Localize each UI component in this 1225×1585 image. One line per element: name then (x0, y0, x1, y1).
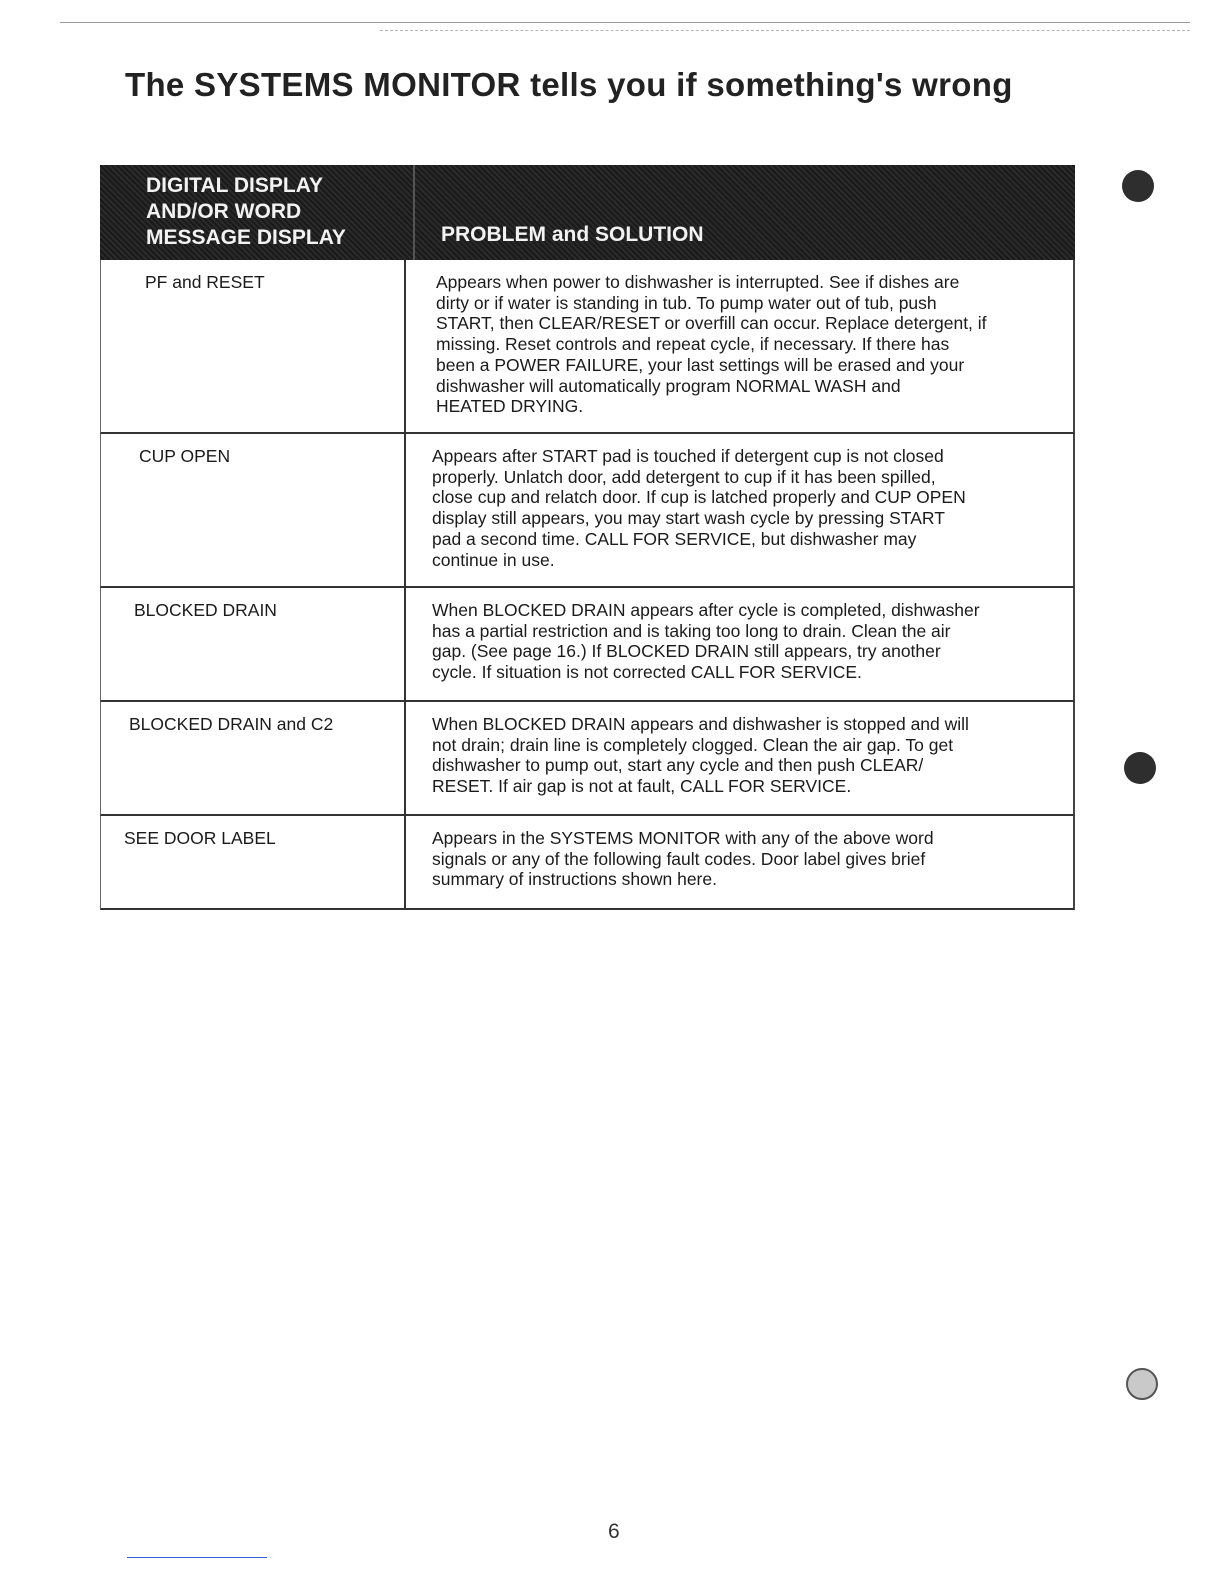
table-row (100, 816, 1075, 910)
table-row (100, 260, 1075, 434)
signal-cell: CUP OPEN (101, 434, 406, 586)
solution-line: HEATED DRYING. (436, 396, 584, 417)
bottom-rule (127, 1557, 267, 1558)
solution-line: dishwasher to pump out, start any cycle and then push CLEAR/ (432, 755, 924, 776)
solution-line: Appears after START pad is touched if detergent cup is not closed (432, 446, 944, 466)
signal-cell: BLOCKED DRAIN and C2 (101, 702, 406, 814)
solution-line: RESET. If air gap is not at fault, CALL FOR SERVICE. (432, 776, 852, 797)
troubleshooting-table (100, 165, 1075, 910)
header-solution-column: PROBLEM and SOLUTION (441, 223, 704, 246)
solution-line: pad a second time. CALL FOR SERVICE, but dishwasher may (432, 528, 917, 549)
header-left-line: AND/OR WORD (146, 200, 302, 223)
solution-line: display still appears, you may start wash cycle by pressing START (432, 508, 945, 529)
solution-line: When BLOCKED DRAIN appears after cycle is completed, dishwasher (432, 600, 980, 620)
table-header (100, 165, 1075, 260)
header-left-line: DIGITAL DISPLAY (146, 174, 323, 197)
solution-cell (406, 816, 1073, 908)
solution-line: properly. Unlatch door, add detergent to cup if it has been spilled, (432, 466, 936, 487)
solution-line: been a POWER FAILURE, your last settings will be erased and your (436, 354, 965, 375)
punch-hole-bottom (1126, 1368, 1158, 1400)
table-row (100, 702, 1075, 816)
solution-line: dishwasher will automatically program NORMAL WASH and (436, 375, 901, 396)
page-title: The SYSTEMS MONITOR tells you if something's wrong (125, 66, 1013, 103)
header-left-line: MESSAGE DISPLAY (146, 226, 346, 249)
solution-line: START, then CLEAR/RESET or overfill can occur. Replace detergent, if (436, 313, 987, 334)
solution-line: has a partial restriction and is taking too long to drain. Clean the air (432, 620, 951, 641)
solution-cell (406, 702, 1073, 814)
solution-line: continue in use. (432, 549, 555, 570)
punch-hole-top (1122, 170, 1154, 202)
table-row (100, 588, 1075, 702)
signal-cell: SEE DOOR LABEL (101, 816, 406, 908)
solution-cell (406, 434, 1073, 586)
solution-line: missing. Reset controls and repeat cycle, if necessary. If there has (436, 334, 950, 355)
solution-line: dirty or if water is standing in tub. To pump water out of tub, push (436, 292, 937, 313)
table-row (100, 434, 1075, 588)
solution-line: close cup and relatch door. If cup is latched properly and CUP OPEN (432, 487, 966, 508)
top-rule (60, 22, 1190, 23)
solution-cell (406, 588, 1073, 700)
header-display-column (100, 165, 415, 260)
solution-cell (406, 260, 1073, 432)
solution-line: Appears when power to dishwasher is interrupted. See if dishes are (436, 272, 960, 292)
solution-line: gap. (See page 16.) If BLOCKED DRAIN still appears, try another (432, 641, 941, 662)
solution-line: signals or any of the following fault codes. Door label gives brief (432, 848, 926, 869)
solution-line: summary of instructions shown here. (432, 869, 717, 890)
page-number: 6 (608, 1520, 620, 1543)
solution-line: Appears in the SYSTEMS MONITOR with any of the above word (432, 828, 934, 848)
solution-line: not drain; drain line is completely clogged. Clean the air gap. To get (432, 734, 954, 755)
punch-hole-middle (1124, 752, 1156, 784)
top-rule-dashed (380, 30, 1190, 31)
solution-line: When BLOCKED DRAIN appears and dishwasher is stopped and will (432, 714, 969, 734)
solution-line: cycle. If situation is not corrected CALL FOR SERVICE. (432, 662, 862, 683)
signal-cell: BLOCKED DRAIN (101, 588, 406, 700)
signal-cell: PF and RESET (101, 260, 406, 432)
